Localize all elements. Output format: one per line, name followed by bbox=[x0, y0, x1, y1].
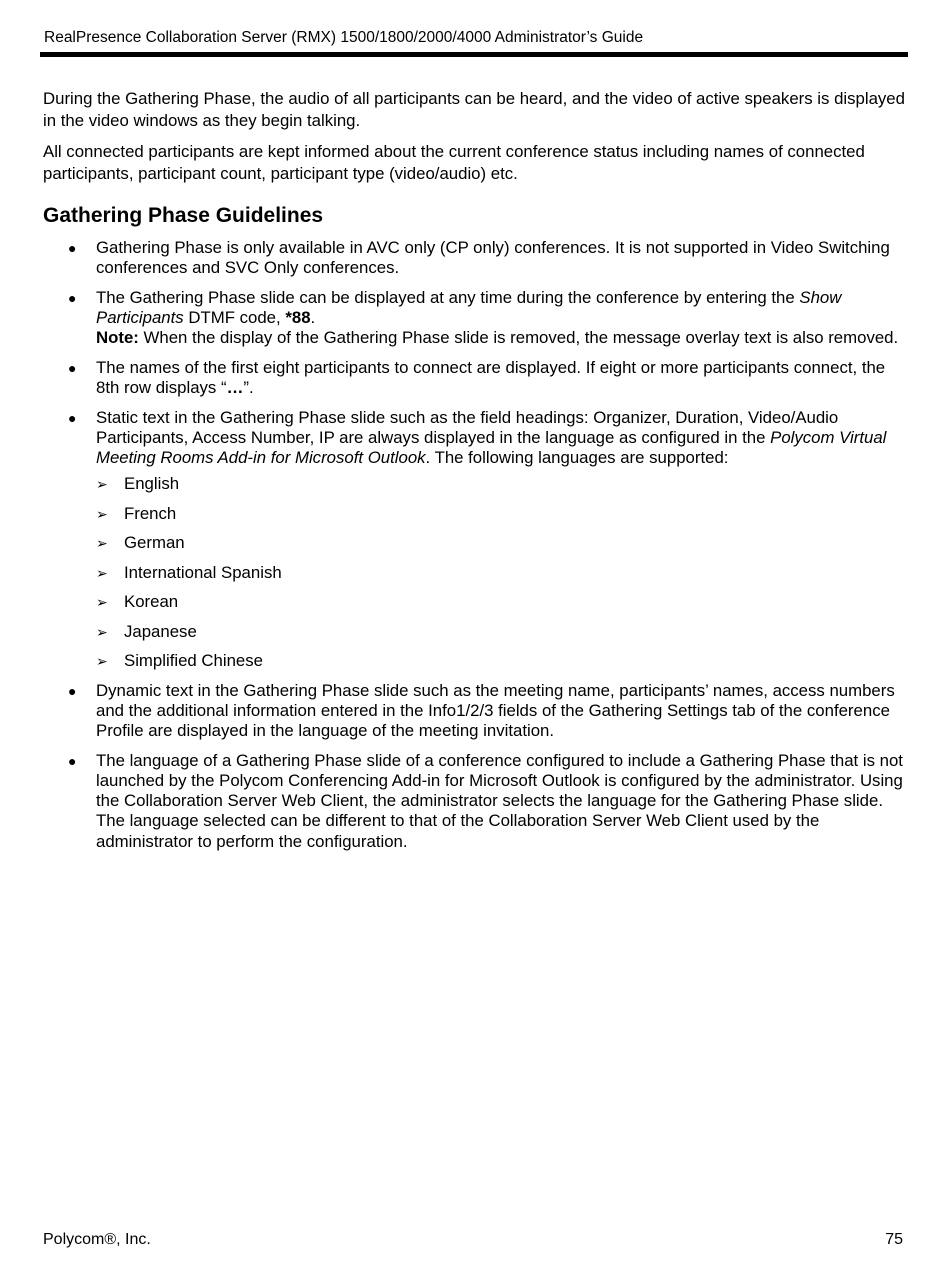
language-item bbox=[96, 533, 905, 553]
bullet-icon: ● bbox=[68, 289, 77, 306]
language-name: Japanese bbox=[124, 621, 197, 641]
header-rule bbox=[40, 52, 908, 57]
product-name: Polycom Virtual Meeting Rooms Add-in for Microsoft Outlook bbox=[96, 427, 887, 467]
language-item bbox=[96, 563, 905, 583]
language-name: International Spanish bbox=[124, 562, 282, 582]
arrow-bullet-icon: ➢ bbox=[96, 505, 108, 522]
note-label: Note: bbox=[96, 328, 139, 348]
language-item bbox=[96, 592, 905, 612]
section-heading: Gathering Phase Guidelines bbox=[43, 204, 324, 227]
guideline-text: Dynamic text in the Gathering Phase slide such as the meeting name, participants’ names, access numbers and the additional information entered in the Info1/2/3 fields of the Gathering Settings tab of the conference Profile are displayed in the language of the meeting invitation. bbox=[96, 680, 895, 741]
language-name: German bbox=[124, 533, 185, 553]
arrow-bullet-icon: ➢ bbox=[96, 653, 108, 670]
languages-list bbox=[96, 474, 905, 671]
bullet-icon: ● bbox=[68, 240, 77, 256]
language-name: French bbox=[124, 503, 177, 523]
guidelines-list bbox=[43, 238, 905, 852]
arrow-bullet-icon: ➢ bbox=[96, 594, 108, 611]
ellipsis: … bbox=[226, 378, 244, 397]
guideline-item bbox=[43, 408, 905, 672]
page-number: 75 bbox=[885, 1231, 903, 1248]
intro-paragraph-1: During the Gathering Phase, the audio of all participants can be heard, and the video of active speakers is displayed in the video windows as they begin talking. bbox=[43, 89, 905, 130]
arrow-bullet-icon: ➢ bbox=[96, 535, 108, 552]
bullet-icon: ● bbox=[68, 682, 77, 699]
language-name: Korean bbox=[124, 592, 179, 612]
guideline-item bbox=[43, 681, 905, 742]
text-run: ”. bbox=[243, 378, 254, 397]
guideline-item bbox=[43, 288, 905, 349]
text-run: . The following languages are supported: bbox=[425, 448, 729, 467]
note bbox=[96, 328, 905, 348]
arrow-bullet-icon: ➢ bbox=[96, 623, 108, 640]
guideline-item bbox=[43, 751, 905, 852]
language-item bbox=[96, 474, 905, 494]
note-text: When the display of the Gathering Phase slide is removed, the message overlay text is also removed. bbox=[138, 328, 899, 348]
guideline-text: Gathering Phase is only available in AVC only (CP only) conferences. It is not supported in Video Switching conferences and SVC Only conferences. bbox=[96, 238, 890, 278]
language-item bbox=[96, 504, 905, 524]
guideline-item bbox=[43, 238, 905, 278]
arrow-bullet-icon: ➢ bbox=[96, 476, 108, 493]
intro-paragraph-2: All connected participants are kept informed about the current conference status including names of connected participants, participant count, participant type (video/audio) etc. bbox=[43, 142, 865, 183]
dtmf-name: Show Participants bbox=[96, 287, 842, 327]
language-item bbox=[96, 651, 905, 671]
running-header: RealPresence Collaboration Server (RMX) 1500/1800/2000/4000 Administrator’s Guide bbox=[44, 29, 644, 46]
text-run: DTMF code, bbox=[183, 308, 286, 327]
bullet-icon: ● bbox=[68, 359, 77, 376]
text-run: Static text in the Gathering Phase slide such as the field headings: Organizer, Duration, Video/Audio Participants, Access Number, IP are always displayed in the language as configured in the bbox=[96, 407, 839, 447]
arrow-bullet-icon: ➢ bbox=[96, 564, 108, 581]
text-run: The Gathering Phase slide can be displayed at any time during the conference by entering the bbox=[96, 287, 800, 307]
bullet-icon: ● bbox=[68, 752, 77, 769]
text-run: . bbox=[310, 308, 316, 327]
guideline-item bbox=[43, 358, 905, 398]
language-name: Simplified Chinese bbox=[124, 651, 263, 671]
page-body bbox=[43, 88, 905, 861]
dtmf-code: *88 bbox=[285, 308, 311, 327]
bullet-icon: ● bbox=[68, 409, 77, 426]
guideline-text bbox=[96, 408, 886, 467]
text-run: The names of the first eight participants to connect are displayed. If eight or more participants connect, the 8th row displays “ bbox=[96, 357, 886, 397]
language-item bbox=[96, 622, 905, 642]
guideline-text: The language of a Gathering Phase slide of a conference configured to include a Gathering Phase that is not launched by the Polycom Conferencing Add-in for Microsoft Outlook is configured by the administrator. Using the Collaboration Server Web Client, the administrator selects the language for the Gathering Phase slide. The language selected can be different to that of the Collaboration Server Web Client used by the administrator to perform the configuration. bbox=[96, 750, 903, 851]
footer-company: Polycom®, Inc. bbox=[43, 1231, 151, 1248]
guideline-text bbox=[96, 358, 885, 397]
language-name: English bbox=[124, 474, 180, 494]
guideline-text bbox=[96, 288, 905, 328]
